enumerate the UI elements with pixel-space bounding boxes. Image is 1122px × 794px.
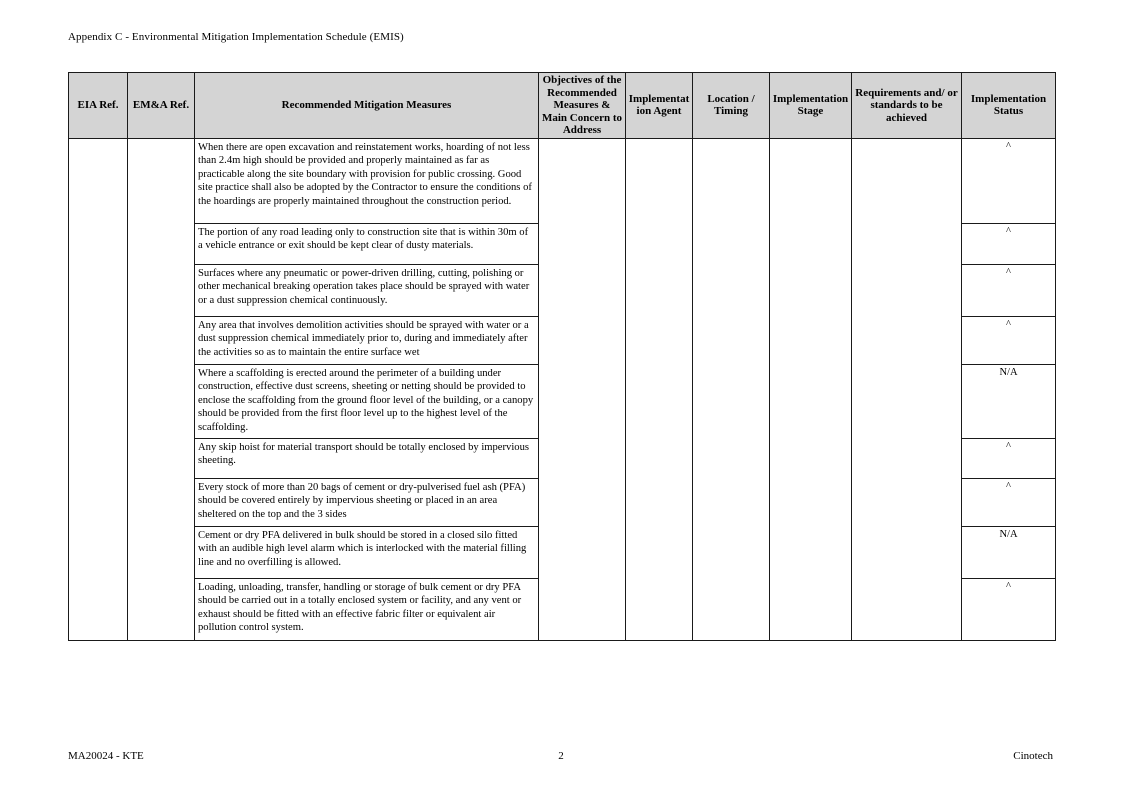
table-row [69,138,1056,223]
header-implementation-stage: Implementation Stage [770,73,852,139]
header-objectives: Objectives of the Recommended Measures & Main Concern to Address [539,73,626,139]
header-implementation-status: Implementation Status [962,73,1056,139]
mitigation-measure-cell: Surfaces where any pneumatic or power-driven drilling, cutting, polishing or other mechanical breaking operation takes place should be sprayed with water or a dust suppression chemical continuously. [195,264,539,316]
implementation-status-cell: N/A [962,364,1056,438]
location-timing-column-cell [693,138,770,640]
mitigation-measure-cell: Every stock of more than 20 bags of cement or dry-pulverised fuel ash (PFA) should be covered entirely by impervious sheeting or placed in an area sheltered on the top and the 3 sides [195,478,539,526]
mitigation-measure-cell: Any skip hoist for material transport should be totally enclosed by impervious sheeting. [195,438,539,478]
table-header-row [69,73,1056,139]
eia-ref-column-cell [69,138,128,640]
header-implementation-agent: Implementation Agent [626,73,693,139]
mitigation-measure-cell: Where a scaffolding is erected around the perimeter of a building under construction, effective dust screens, sheeting or netting should be provided to enclose the scaffolding from the ground floor level of the building, or a canopy should be provided from the first floor level up to the highest level of the scaffolding. [195,364,539,438]
implementation-agent-column-cell [626,138,693,640]
mitigation-measure-cell: When there are open excavation and reinstatement works, hoarding of not less than 2.4m high should be provided and properly maintained as far as practicable along the site boundary with provision for public crossing. Good site practice shall also be adopted by the Contractor to ensure the conditions of the hoardings are properly maintained throughout the construction period. [195,138,539,223]
appendix-title: Appendix C - Environmental Mitigation Implementation Schedule (EMIS) [68,31,404,43]
header-requirements-standards: Requirements and/ or standards to be achieved [852,73,962,139]
emis-table [68,72,1056,641]
mitigation-measure-cell: The portion of any road leading only to construction site that is within 30m of a vehicle entrance or exit should be kept clear of dusty materials. [195,223,539,264]
mitigation-measure-cell: Any area that involves demolition activities should be sprayed with water or a dust suppression chemical immediately prior to, during and immediately after the activities so as to maintain the entire surface wet [195,316,539,364]
requirements-column-cell [852,138,962,640]
footer-company-name: Cinotech [1013,750,1053,762]
mitigation-measure-cell: Loading, unloading, transfer, handling or storage of bulk cement or dry PFA should be carried out in a totally enclosed system or facility, and any vent or exhaust should be fitted with an effective fabric filter or equivalent air pollution control system. [195,578,539,640]
implementation-status-cell: N/A [962,526,1056,578]
implementation-status-cell: ^ [962,138,1056,223]
mitigation-measure-cell: Cement or dry PFA delivered in bulk should be stored in a closed silo fitted with an audible high level alarm which is interlocked with the material filling line and no overfilling is allowed. [195,526,539,578]
ema-ref-column-cell [128,138,195,640]
header-eia-ref: EIA Ref. [69,73,128,139]
implementation-status-cell: ^ [962,223,1056,264]
implementation-status-cell: ^ [962,578,1056,640]
footer-project-ref: MA20024 - KTE [68,750,144,762]
header-location-timing: Location / Timing [693,73,770,139]
header-ema-ref: EM&A Ref. [128,73,195,139]
implementation-stage-column-cell [770,138,852,640]
implementation-status-cell: ^ [962,316,1056,364]
implementation-status-cell: ^ [962,478,1056,526]
implementation-status-cell: ^ [962,438,1056,478]
header-recommended-mitigation-measures: Recommended Mitigation Measures [195,73,539,139]
implementation-status-cell: ^ [962,264,1056,316]
objectives-column-cell [539,138,626,640]
footer-page-number: 2 [558,750,564,762]
